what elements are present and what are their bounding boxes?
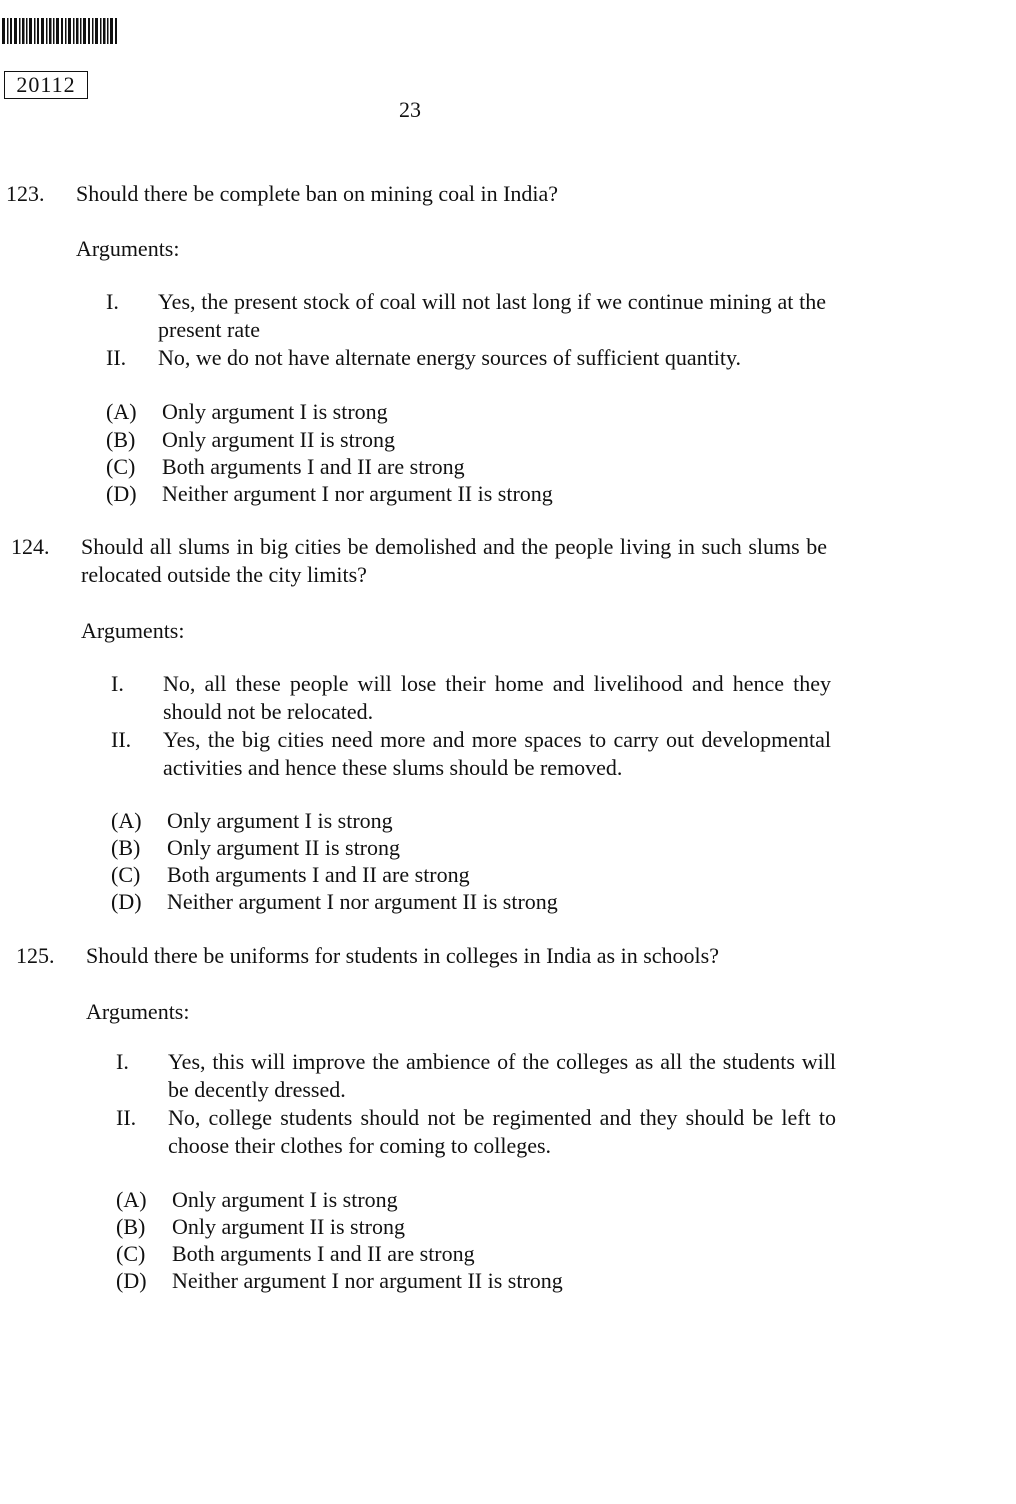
- argument-number: II.: [116, 1105, 137, 1130]
- option-letter: (B): [116, 1214, 146, 1239]
- arguments-label: Arguments:: [86, 999, 190, 1024]
- option-letter: (C): [111, 862, 141, 887]
- question-text: Should all slums in big cities be demolished and the people living in such slums be relocated outside the city limits?: [81, 534, 827, 587]
- question-125: [16, 942, 846, 1302]
- option-letter: (C): [106, 454, 136, 479]
- argument-text: No, all these people will lose their home and livelihood and hence they should not be relocated.: [163, 671, 831, 724]
- question-number: 123.: [6, 181, 45, 206]
- option-letter: (A): [116, 1187, 147, 1212]
- option-text: Only argument I is strong: [172, 1187, 398, 1212]
- option-text: Both arguments I and II are strong: [172, 1241, 475, 1266]
- option-text: Only argument II is strong: [167, 835, 401, 860]
- option-letter: (D): [111, 889, 142, 914]
- option-text: Neither argument I nor argument II is strong: [162, 481, 553, 506]
- argument-text: No, we do not have alternate energy sources of sufficient quantity.: [158, 345, 742, 370]
- barcode: [2, 18, 118, 44]
- option-text: Only argument I is strong: [167, 808, 393, 833]
- paper-code: 20112: [4, 71, 88, 99]
- question-number: 124.: [11, 534, 50, 559]
- argument-text: Yes, this will improve the ambience of the colleges as all the students will be decently dressed.: [168, 1049, 836, 1102]
- option-text: Both arguments I and II are strong: [167, 862, 470, 887]
- question-124: [11, 533, 841, 923]
- question-number: 125.: [16, 943, 55, 968]
- argument-number: I.: [106, 289, 119, 314]
- argument-text: Yes, the present stock of coal will not last long if we continue mining at the present rate: [158, 289, 826, 342]
- question-123: [6, 180, 836, 510]
- option-text: Only argument II is strong: [172, 1214, 406, 1239]
- arguments-label: Arguments:: [81, 618, 185, 643]
- page-number: 23: [399, 97, 421, 122]
- argument-text: Yes, the big cities need more and more spaces to carry out developmental activities and hence these slums should be removed.: [163, 727, 831, 780]
- option-letter: (D): [116, 1268, 147, 1293]
- option-text: Only argument II is strong: [162, 427, 396, 452]
- argument-number: I.: [116, 1049, 129, 1074]
- option-letter: (D): [106, 481, 137, 506]
- option-text: Neither argument I nor argument II is strong: [167, 889, 558, 914]
- question-text: Should there be uniforms for students in colleges in India as in schools?: [86, 943, 719, 968]
- option-letter: (B): [106, 427, 136, 452]
- option-letter: (A): [106, 399, 137, 424]
- option-letter: (A): [111, 808, 142, 833]
- option-letter: (B): [111, 835, 141, 860]
- option-text: Both arguments I and II are strong: [162, 454, 465, 479]
- question-text: Should there be complete ban on mining coal in India?: [76, 181, 559, 206]
- argument-number: II.: [111, 727, 132, 752]
- argument-text: No, college students should not be regimented and they should be left to choose their clothes for coming to colleges.: [168, 1105, 836, 1158]
- option-text: Only argument I is strong: [162, 399, 388, 424]
- option-text: Neither argument I nor argument II is strong: [172, 1268, 563, 1293]
- arguments-label: Arguments:: [76, 236, 180, 261]
- argument-number: II.: [106, 345, 127, 370]
- argument-number: I.: [111, 671, 124, 696]
- option-letter: (C): [116, 1241, 146, 1266]
